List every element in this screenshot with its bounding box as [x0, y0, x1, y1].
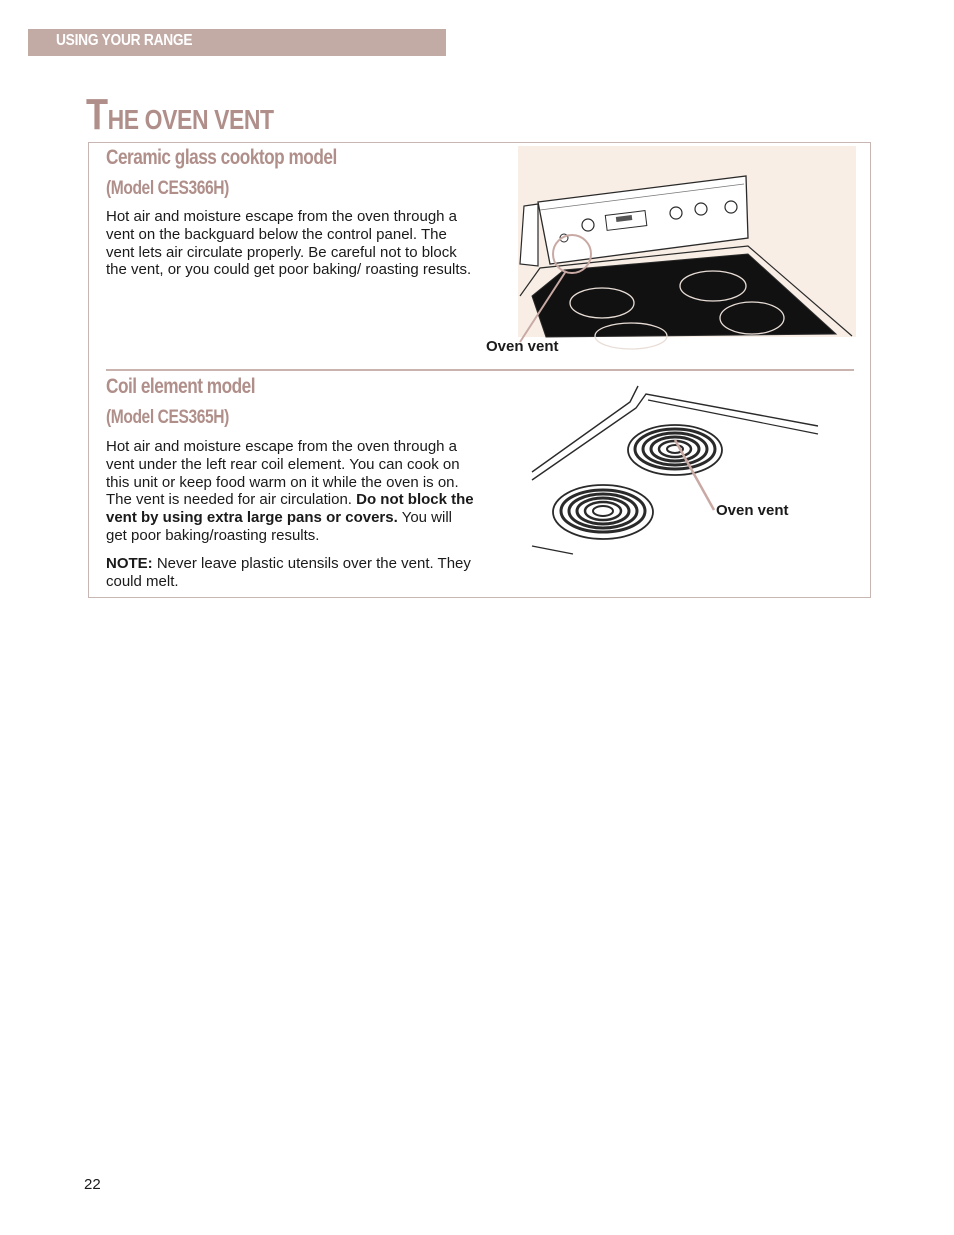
page-title-initial: T — [86, 90, 108, 139]
coil-section-title: Coil element model — [106, 375, 256, 398]
ceramic-cooktop-illustration — [480, 146, 860, 346]
coil-model-number: (Model CES365H) — [106, 407, 229, 428]
front-coil-element — [553, 485, 653, 539]
coil-description-warning: Do not block the vent by using extra large pans or covers. — [106, 491, 474, 527]
page-title — [86, 90, 274, 140]
coil-description-result: You will get poor baking/roasting results. — [106, 509, 452, 544]
page-title-rest: HE OVEN VENT — [107, 104, 274, 135]
ceramic-description: Hot air and moisture escape from the oven through a vent on the backguard below the control panel. The vent lets air circulate properly. Be careful not to block the vent, or you could get poor baking/ roasting results. — [106, 208, 472, 279]
ceramic-section-title: Ceramic glass cooktop model — [106, 146, 337, 169]
ceramic-vent-caption: Oven vent — [486, 338, 559, 355]
coil-description — [106, 438, 476, 545]
note-label: NOTE: — [106, 555, 153, 572]
coil-cooktop-illustration — [520, 380, 840, 560]
note-text: Never leave plastic utensils over the vent. They could melt. — [106, 555, 471, 590]
section-header-label: USING YOUR RANGE — [56, 32, 193, 49]
rear-coil-element — [628, 425, 722, 475]
coil-description-text: Hot air and moisture escape from the oven through a vent under the left rear coil element. You can cook on this unit or keep food warm on it while the oven is on. The vent is needed for air circulation. — [106, 438, 460, 509]
coil-note — [106, 555, 476, 591]
section-divider — [106, 369, 854, 371]
coil-vent-caption: Oven vent — [716, 502, 789, 519]
page-number: 22 — [84, 1176, 101, 1193]
ceramic-model-number: (Model CES366H) — [106, 178, 229, 199]
section-header-bar — [28, 29, 446, 56]
